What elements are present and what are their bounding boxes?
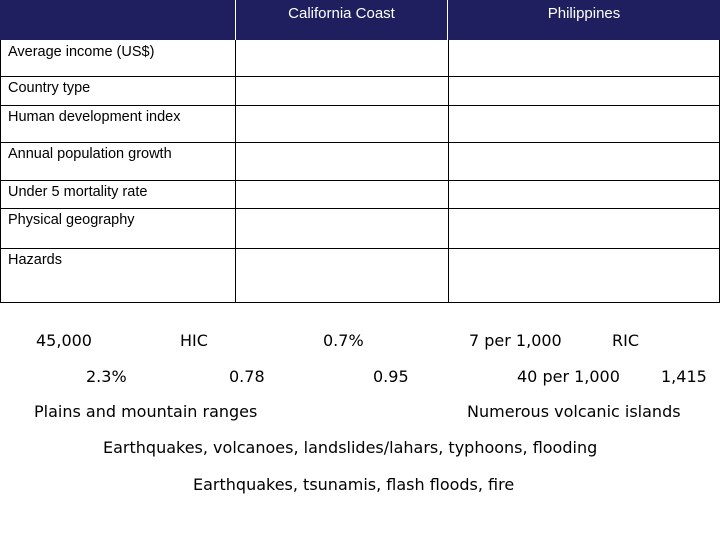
cell-philippines-average-income[interactable] (448, 40, 720, 77)
cell-philippines-mortality[interactable] (448, 180, 720, 209)
row-label-under-5-mortality: Under 5 mortality rate (0, 180, 236, 209)
cell-california-country-type[interactable] (235, 76, 449, 106)
header-philippines: Philippines (448, 0, 720, 40)
word-2-3-percent[interactable]: 2.3% (86, 367, 127, 386)
word-ric[interactable]: RIC (612, 331, 640, 350)
word-40-per-1000[interactable]: 40 per 1,000 (517, 367, 620, 386)
cell-california-population-growth[interactable] (235, 142, 449, 181)
word-1415[interactable]: 1,415 (661, 367, 707, 386)
word-california-hazards[interactable]: Earthquakes, tsunamis, flash floods, fire (193, 475, 515, 494)
row-label-country-type: Country type (0, 76, 236, 106)
cell-philippines-country-type[interactable] (448, 76, 720, 106)
cell-california-average-income[interactable] (235, 40, 449, 77)
cell-philippines-population-growth[interactable] (448, 142, 720, 181)
cell-california-hazards[interactable] (235, 248, 449, 303)
row-label-hazards: Hazards (0, 248, 236, 303)
word-45000[interactable]: 45,000 (36, 331, 92, 350)
row-label-human-development-index: Human development index (0, 105, 236, 143)
word-philippines-hazards[interactable]: Earthquakes, volcanoes, landslides/lahars, typhoons, flooding (103, 438, 598, 457)
row-label-average-income: Average income (US$) (0, 40, 236, 77)
header-empty-cell (0, 0, 236, 40)
row-label-annual-population-growth: Annual population growth (0, 142, 236, 181)
cell-philippines-hazards[interactable] (448, 248, 720, 303)
word-hic[interactable]: HIC (180, 331, 208, 350)
word-0-95[interactable]: 0.95 (373, 367, 409, 386)
cell-philippines-hdi[interactable] (448, 105, 720, 143)
word-7-per-1000[interactable]: 7 per 1,000 (469, 331, 562, 350)
word-0-78[interactable]: 0.78 (229, 367, 265, 386)
word-0-7-percent[interactable]: 0.7% (323, 331, 364, 350)
cell-california-mortality[interactable] (235, 180, 449, 209)
header-california-coast: California Coast (236, 0, 448, 40)
cell-california-hdi[interactable] (235, 105, 449, 143)
row-label-physical-geography: Physical geography (0, 208, 236, 249)
cell-california-geography[interactable] (235, 208, 449, 249)
word-plains-mountain-ranges[interactable]: Plains and mountain ranges (34, 402, 258, 421)
word-numerous-volcanic-islands[interactable]: Numerous volcanic islands (467, 402, 681, 421)
cell-philippines-geography[interactable] (448, 208, 720, 249)
